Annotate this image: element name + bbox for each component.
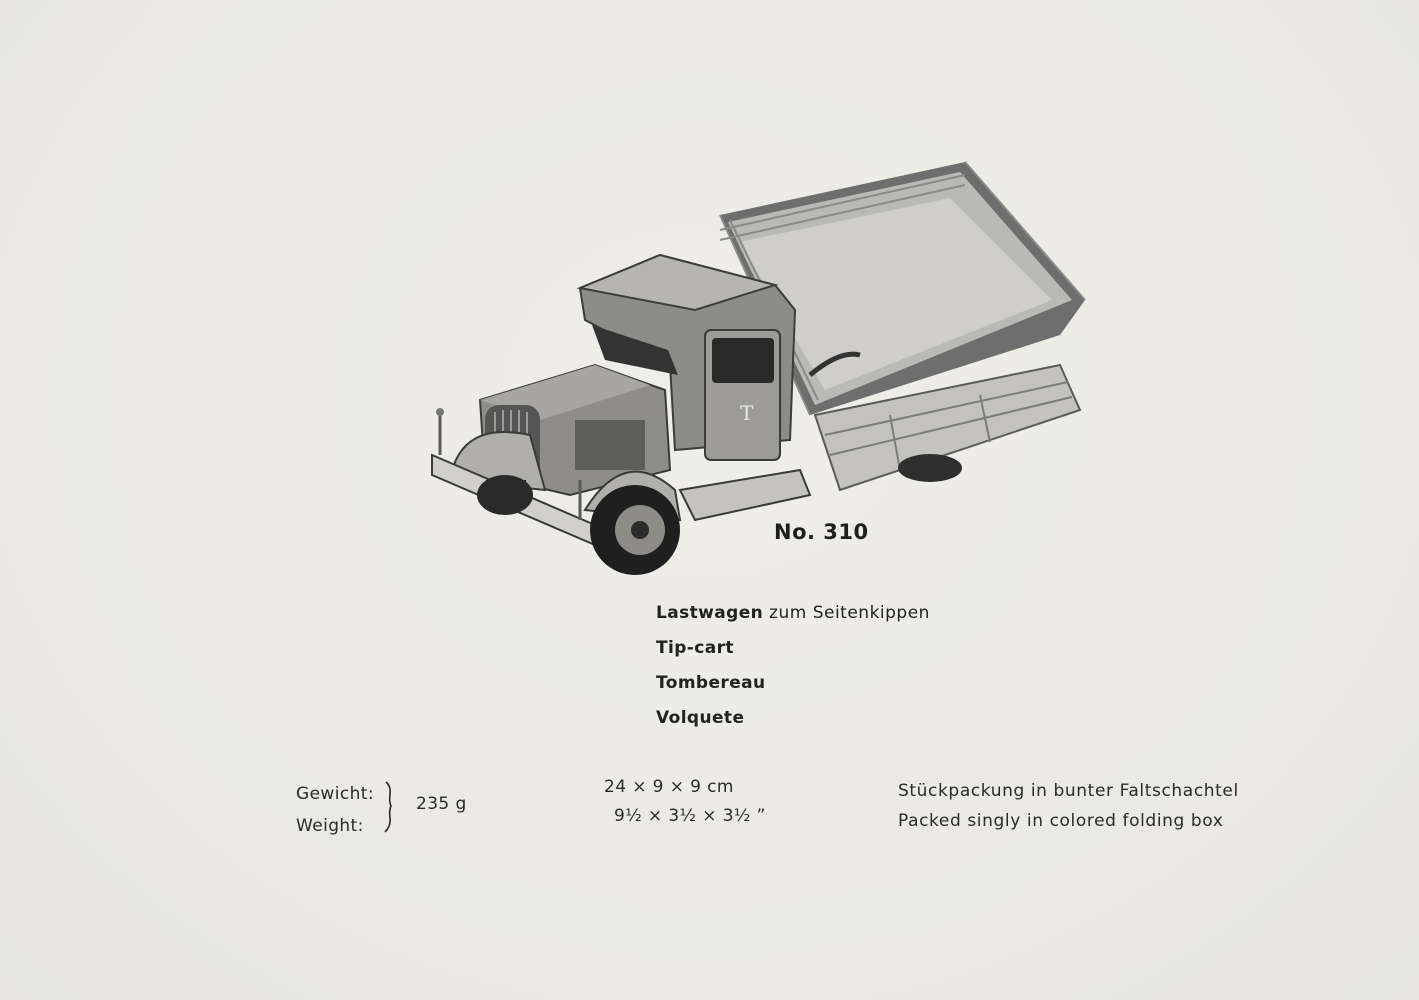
product-names <box>656 596 930 736</box>
name-es <box>656 701 930 736</box>
weight-label-en: Weight: <box>296 816 364 836</box>
dimensions-cm: 24 × 9 × 9 cm <box>604 777 734 797</box>
name-fr-bold: Tombereau <box>656 673 766 693</box>
brace-icon <box>382 780 394 834</box>
truck-photo <box>420 150 1100 590</box>
weight-label-de: Gewicht: <box>296 784 374 804</box>
model-number: No. 310 <box>774 520 869 544</box>
dimensions-inch: 9½ × 3½ × 3½ ” <box>614 806 766 826</box>
weight-labels <box>296 778 374 842</box>
name-en-bold: Tip-cart <box>656 638 734 658</box>
name-en <box>656 631 930 666</box>
name-de-bold: Lastwagen <box>656 603 764 623</box>
name-es-bold: Volquete <box>656 708 745 728</box>
weight-value: 235 g <box>416 794 467 814</box>
packing-en: Packed singly in colored folding box <box>898 811 1224 831</box>
packing-info <box>898 776 1239 836</box>
name-de <box>656 596 930 631</box>
svg-text:T: T <box>740 401 754 425</box>
name-de-rest: zum Seitenkippen <box>763 603 930 623</box>
packing-de: Stückpackung in bunter Faltschachtel <box>898 781 1239 801</box>
name-fr <box>656 666 930 701</box>
